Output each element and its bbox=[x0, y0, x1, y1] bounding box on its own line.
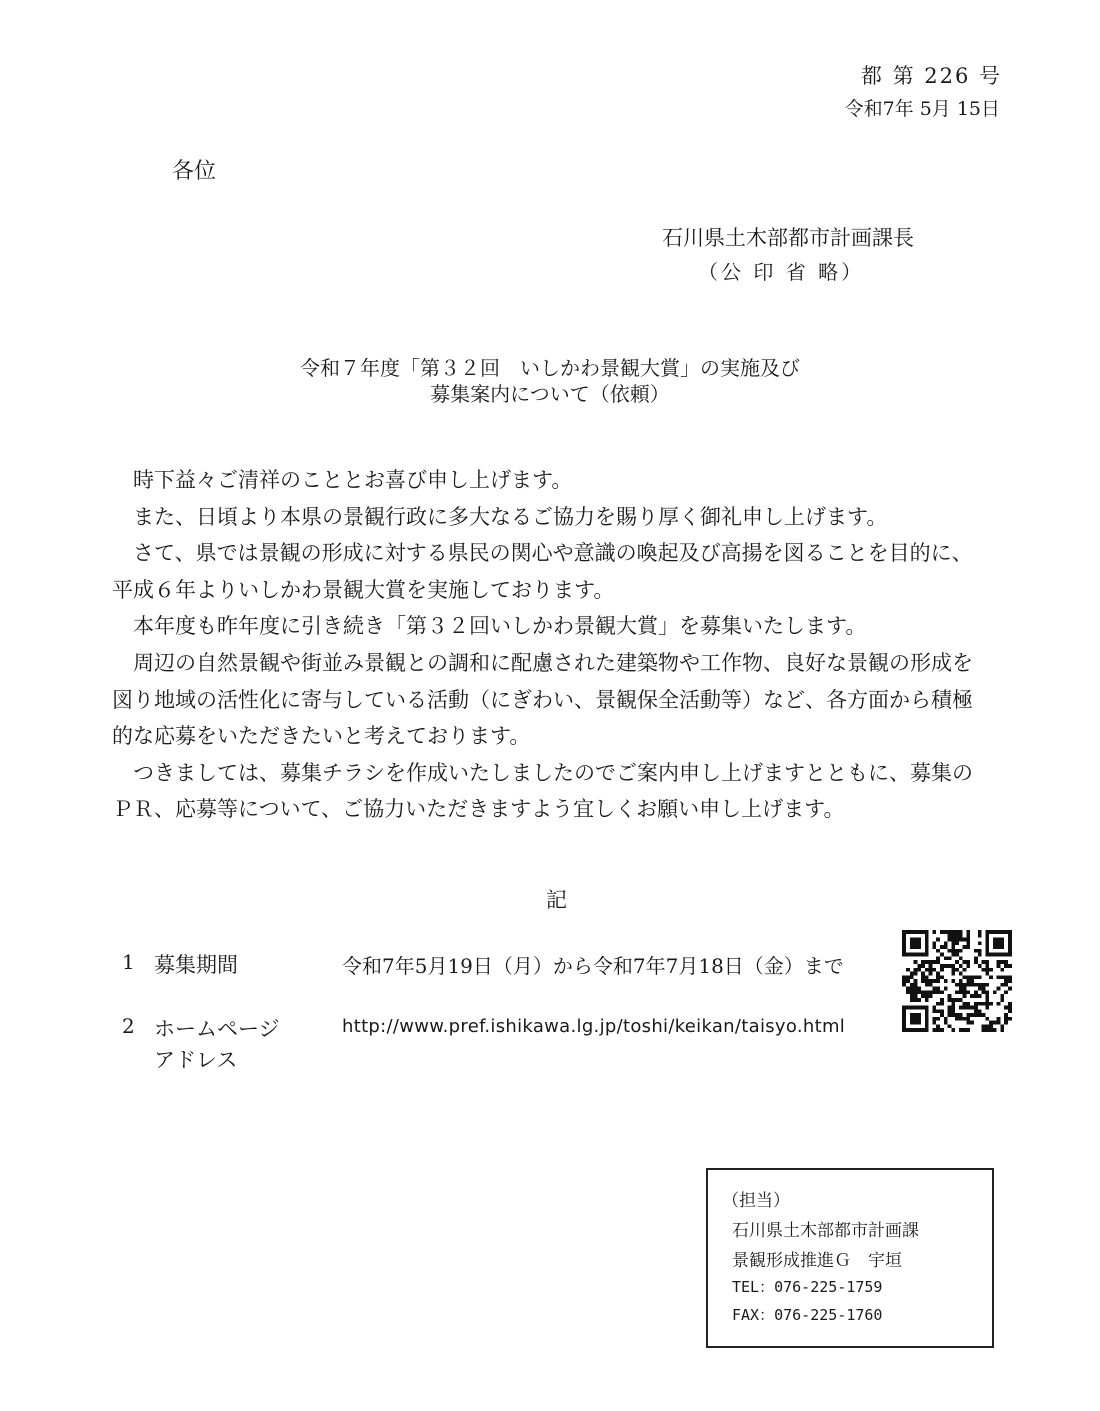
ki-heading: 記 bbox=[546, 888, 567, 912]
item-label-homepage: ホームページ bbox=[154, 1017, 280, 1041]
contact-department: 石川県土木部都市計画課 bbox=[732, 1221, 919, 1241]
item-label-address: アドレス bbox=[154, 1048, 238, 1072]
document-title-line-1: 令和７年度「第３２回 いしかわ景観大賞」の実施及び bbox=[300, 356, 800, 380]
body-paragraph: さて、県では景観の形成に対する県民の関心や意識の喚起及び高揚を図ることを目的に、平成６年よりいしかわ景観大賞を実施しております。 bbox=[112, 541, 973, 602]
qr-code-icon[interactable] bbox=[902, 930, 1012, 1032]
contact-section-person: 景観形成推進Ｇ 宇垣 bbox=[732, 1251, 902, 1271]
contact-fax: FAX：076-225-1760 bbox=[732, 1306, 883, 1324]
item-number: 1 bbox=[122, 950, 135, 974]
body-paragraph: つきましては、募集チラシを作成いたしましたのでご案内申し上げますとともに、募集のＰＲ、応募等について、ご協力いただきますよう宜しくお願い申し上げます。 bbox=[112, 760, 973, 822]
body-text bbox=[112, 462, 992, 828]
item-value-period: 令和7年5月19日（月）から令和7年7月18日（金）まで bbox=[342, 954, 844, 978]
document-title-line-2: 募集案内について（依頼） bbox=[430, 382, 670, 406]
body-paragraph: 本年度も昨年度に引き続き「第３２回いしかわ景観大賞」を募集いたします。 bbox=[133, 614, 867, 639]
contact-heading: （担当） bbox=[722, 1191, 790, 1211]
contact-box bbox=[706, 1168, 994, 1348]
homepage-url-link[interactable]: http://www.pref.ishikawa.lg.jp/toshi/keikan/taisyo.html bbox=[342, 1016, 846, 1037]
contact-tel: TEL：076-225-1759 bbox=[732, 1278, 883, 1296]
body-paragraph: 時下益々ご清祥のこととお喜び申し上げます。 bbox=[133, 468, 573, 492]
issue-date: 令和7年 5月 15日 bbox=[844, 98, 1000, 120]
sender-organization: 石川県土木部都市計画課長 bbox=[662, 226, 914, 250]
recipient: 各位 bbox=[172, 159, 217, 184]
item-number: 2 bbox=[122, 1014, 135, 1038]
body-paragraph: また、日頃より本県の景観行政に多大なるご協力を賜り厚く御礼申し上げます。 bbox=[133, 504, 888, 529]
reference-number: 都 第 226 号 bbox=[860, 64, 1002, 88]
seal-omitted-note: （公 印 省 略） bbox=[698, 260, 865, 284]
body-paragraph: 周辺の自然景観や街並み景観との調和に配慮された建築物や工作物、良好な景観の形成を図り地域の活性化に寄与している活動（にぎわい、景観保全活動等）など、各方面から積極的な応募をいただきたいと考えております。 bbox=[112, 650, 973, 749]
item-label-period: 募集期間 bbox=[154, 953, 238, 977]
